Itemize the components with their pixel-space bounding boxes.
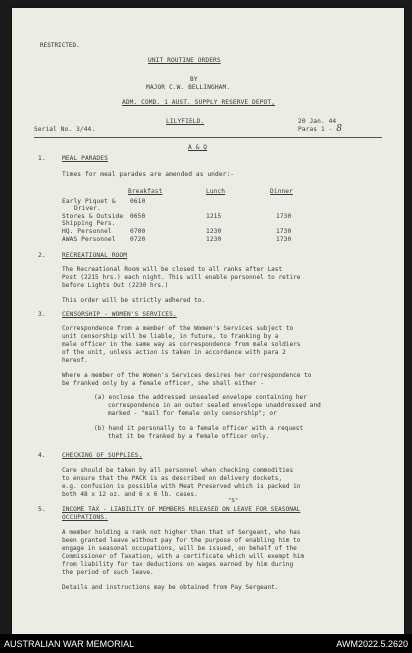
meal-row-dinner: 1730 — [276, 236, 292, 243]
header-rule — [34, 137, 382, 138]
censor-p1-line: Correspondence from a member of the Women's Services subject to — [62, 325, 294, 332]
doc-serial: Serial No. 3/44. — [34, 126, 96, 133]
classification-stamp: RESTRICTED. — [40, 42, 80, 49]
tax-line: engage in seasonal occupations, will be issued, on behalf of the — [62, 545, 297, 552]
meal-row-label: Stores & Outside — [62, 213, 124, 220]
meal-row-label2: Shipping Pers. — [62, 220, 116, 227]
tax-line: Commissioner of Taxation, with a certificate which will exempt him — [62, 553, 305, 560]
rec-num: 2. — [38, 252, 46, 259]
tax-heading-2: OCCUPATIONS. — [62, 514, 108, 521]
censor-heading: CENSORSHIP - WOMEN'S SERVICES. — [62, 311, 177, 318]
rec-line: The Recreational Room will be closed to all ranks after Last — [62, 266, 283, 273]
meal-row-label2: Driver. — [74, 205, 101, 212]
rec-line: before Lights Out (2230 hrs.) — [62, 282, 169, 289]
meal-row-breakfast: 0650 — [130, 213, 146, 220]
paras-handwritten: 8 — [336, 124, 343, 134]
meal-heading: MEAL PARADES — [62, 155, 108, 162]
footer-institution: AUSTRALIAN WAR MEMORIAL — [4, 639, 135, 649]
meal-row-lunch: 1215 — [206, 213, 222, 220]
tax-insert: "S" — [228, 498, 239, 504]
meal-row-dinner: 1730 — [276, 213, 292, 220]
supplies-line: to ensure that the PACK is as described on delivery dockets, — [62, 475, 283, 482]
censor-p1-line: of the unit, unless action is taken in accordance with para 2 — [62, 349, 286, 356]
tax-last: Details and instructions may be obtained from Pay Sergeant. — [62, 584, 279, 591]
meal-intro: Times for meal parades are amended as under:- — [62, 171, 235, 178]
supplies-num: 4. — [38, 452, 46, 459]
censor-p2-line: Where a member of the Women's Services desires her correspondence to — [62, 372, 312, 379]
tax-heading: INCOME TAX - LIABILITY OF MEMBERS RELEASED ON LEAVE FOR SEASONAL — [62, 506, 301, 513]
supplies-line: Care should be taken by all personnel when checking commodities — [62, 467, 294, 474]
supplies-heading: CHECKING OF SUPPLIES. — [62, 452, 143, 459]
meal-row-label: AWAS Personnel — [62, 236, 116, 243]
supplies-line: e.g. confusion is possible with Meat Preserved which is packed in — [62, 483, 301, 490]
meal-num: 1. — [38, 155, 46, 162]
document-page — [12, 8, 404, 634]
censor-b-line: (b) hand it personally to a female officer with a request — [94, 425, 304, 432]
tax-line: the period of such leave. — [62, 569, 154, 576]
censor-a-line: (a) enclose the addressed unsealed envelope containing her — [94, 394, 307, 401]
censor-a-line: correspondence in an outer sealed envelope unaddressed and — [108, 402, 321, 409]
censor-a-line: marked - "mail for female only censorship"; or — [108, 410, 277, 417]
doc-title: UNIT ROUTINE ORDERS — [148, 57, 221, 64]
tax-line: from liability for tax deductions on wages earned by him during — [62, 561, 294, 568]
supplies-line: both 48 x 12 oz. and 6 x 6 lb. cases. — [62, 491, 198, 498]
censor-p1-line: unit censorship will be liable, in future, to franking by a — [62, 333, 279, 340]
tax-line: been granted leave without pay for the purpose of enabling him to — [62, 537, 301, 544]
section-heading: A & Q — [188, 144, 208, 151]
tax-line: A member holding a rank not higher than that of Sergeant, who has — [62, 529, 301, 536]
doc-date: 20 Jan. 44 — [298, 118, 337, 125]
censor-p1-line: male officer in the same way as correspondence from male soldiers — [62, 341, 301, 348]
tax-num: 5. — [38, 506, 46, 513]
censor-p2-line: be franked only by a female officer, she shall either - — [62, 380, 264, 387]
meal-row-breakfast: 0610 — [130, 198, 146, 205]
doc-paras — [298, 126, 342, 133]
meal-row-lunch: 1230 — [206, 228, 222, 235]
col-dinner: Dinner — [270, 188, 293, 195]
meal-row-lunch: 1230 — [206, 236, 222, 243]
doc-officer: MAJOR C.W. BELLINGHAM. — [146, 84, 231, 91]
paras-label: Paras 1 - — [298, 126, 333, 133]
meal-row-label: Early Piquet & — [62, 198, 116, 205]
censor-p1-line: hereof. — [62, 357, 88, 364]
archive-footer — [0, 634, 412, 653]
censor-num: 3. — [38, 311, 46, 318]
censor-b-line: that it be franked by a female officer only. — [108, 433, 270, 440]
doc-location: LILYFIELD. — [166, 118, 205, 125]
meal-row-dinner: 1730 — [276, 228, 292, 235]
doc-unit: ADM. COMD. 1 AUST. SUPPLY RESERVE DEPOT, — [122, 99, 276, 106]
rec-line: Post (2215 hrs.) each night. This will enable personnel to retire — [62, 274, 301, 281]
doc-by: BY — [190, 76, 198, 83]
meal-row-label: HQ. Personnel — [62, 228, 112, 235]
meal-row-breakfast: 0720 — [130, 236, 146, 243]
col-breakfast: Breakfast — [128, 188, 163, 195]
meal-row-breakfast: 0700 — [130, 228, 146, 235]
rec-order: This order will be strictly adhered to. — [62, 297, 206, 304]
footer-accession: AWM2022.5.2620 — [336, 639, 408, 649]
col-lunch: Lunch — [206, 188, 226, 195]
rec-heading: RECREATIONAL ROOM — [62, 252, 128, 259]
